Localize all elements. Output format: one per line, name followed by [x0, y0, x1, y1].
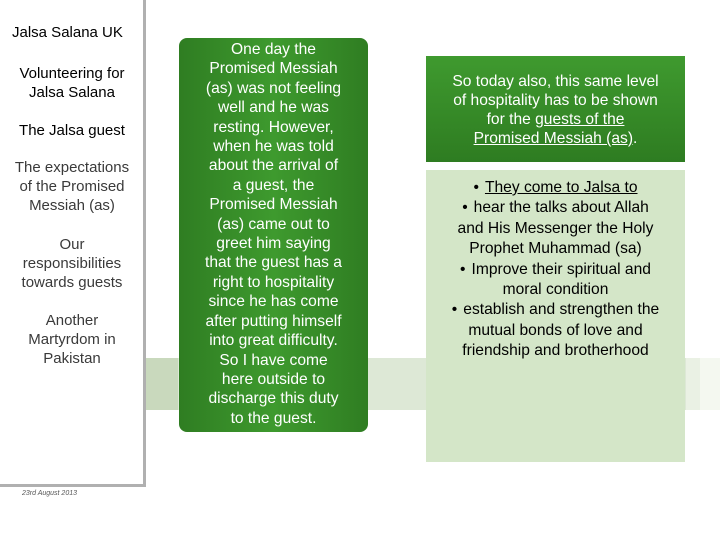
- story-line: after putting himself: [205, 312, 342, 330]
- background-stripe-accent: [146, 358, 178, 410]
- story-line: when he was told: [213, 138, 334, 156]
- reasons-panel: [426, 170, 685, 462]
- bullet-icon: •: [451, 301, 458, 319]
- sidebar-item-label: Another: [45, 312, 99, 329]
- reasons-line: [430, 178, 681, 198]
- reasons-line: [430, 219, 681, 239]
- reasons-text: mutual bonds of love and: [468, 321, 643, 339]
- story-line: Promised Messiah: [209, 196, 338, 214]
- reasons-line: [430, 300, 681, 320]
- hospitality-text-tail: .: [633, 130, 638, 147]
- sidebar-title: Jalsa Salana UK: [12, 24, 123, 41]
- story-line: greet him saying: [216, 235, 331, 253]
- sidebar-item-martyrdom[interactable]: [2, 311, 142, 368]
- story-line: So I have come: [219, 351, 328, 369]
- story-line: a guest, the: [232, 176, 315, 194]
- background-block-light: [700, 358, 720, 410]
- sidebar-item-label: The expectations: [14, 159, 130, 176]
- reasons-line: [430, 198, 681, 218]
- story-line: here outside to: [221, 370, 326, 388]
- story-line: right to hospitality: [212, 273, 335, 291]
- sidebar-item-label: responsibilities: [22, 255, 122, 272]
- story-line: resting. However,: [213, 118, 334, 136]
- story-line: since he has come: [208, 293, 339, 311]
- story-line: (as) came out to: [217, 215, 330, 233]
- story-line: that the guest has a: [205, 254, 342, 272]
- story-line: about the arrival of: [208, 157, 339, 175]
- story-line: (as) was not feeling: [205, 79, 342, 97]
- reasons-link[interactable]: They come to Jalsa to: [484, 179, 638, 196]
- hospitality-link-messiah[interactable]: Promised Messiah (as): [473, 130, 634, 147]
- hospitality-line: of hospitality has to be shown: [453, 92, 658, 109]
- reasons-text: moral condition: [502, 281, 609, 299]
- story-line: Promised Messiah: [209, 60, 338, 78]
- reasons-line: [430, 321, 681, 341]
- bullet-icon: •: [462, 199, 468, 217]
- sidebar-item-label: Martyrdom in: [28, 331, 116, 348]
- hospitality-line: [434, 110, 677, 129]
- reasons-text: establish and strengthen the: [463, 301, 660, 319]
- sidebar-item-responsibilities[interactable]: [2, 235, 142, 292]
- sidebar-item-volunteering[interactable]: [2, 64, 142, 102]
- sidebar-item-jalsa-guest[interactable]: [2, 121, 142, 140]
- bullet-icon: •: [460, 260, 466, 278]
- hospitality-text-plain: for the: [486, 111, 536, 128]
- sidebar-item-label: Messiah (as): [29, 197, 115, 214]
- hospitality-panel: [426, 56, 685, 162]
- reasons-text: Improve their spiritual and: [471, 260, 651, 278]
- hospitality-line: [434, 129, 677, 148]
- sidebar-item-label: The Jalsa guest: [19, 122, 125, 139]
- reasons-line: [430, 280, 681, 300]
- sidebar-item-expectations[interactable]: [2, 158, 142, 215]
- reasons-line: [430, 260, 681, 280]
- sidebar-item-label: Our: [59, 236, 85, 253]
- sidebar-item-label: Jalsa Salana: [29, 84, 115, 101]
- story-line: to the guest.: [230, 409, 317, 427]
- story-line: One day the: [231, 41, 316, 58]
- story-line: discharge this duty: [208, 390, 339, 408]
- sidebar-item-label: of the Promised: [19, 178, 125, 195]
- reasons-line: [430, 239, 681, 259]
- story-line: into great difficulty.: [209, 332, 338, 350]
- story-panel: [179, 38, 368, 432]
- sidebar-item-label: towards guests: [21, 274, 123, 291]
- story-line: well and he was: [218, 99, 329, 117]
- reasons-list: [430, 178, 681, 362]
- story-text: [185, 40, 362, 428]
- reasons-text: and His Messenger the Holy: [457, 219, 654, 237]
- sidebar-item-label: Volunteering for: [19, 65, 125, 82]
- sidebar: [0, 0, 146, 487]
- reasons-text: friendship and brotherhood: [462, 342, 649, 360]
- date-footer: 23rd August 2013: [22, 490, 78, 497]
- hospitality-link-guests[interactable]: guests of the: [535, 111, 625, 128]
- reasons-text: Prophet Muhammad (sa): [469, 240, 642, 258]
- hospitality-line: So today also, this same level: [452, 73, 659, 90]
- hospitality-text: [434, 72, 677, 148]
- reasons-line: [430, 341, 681, 361]
- bullet-icon: •: [473, 179, 479, 196]
- reasons-text: hear the talks about Allah: [473, 199, 649, 217]
- sidebar-item-label: Pakistan: [43, 350, 101, 367]
